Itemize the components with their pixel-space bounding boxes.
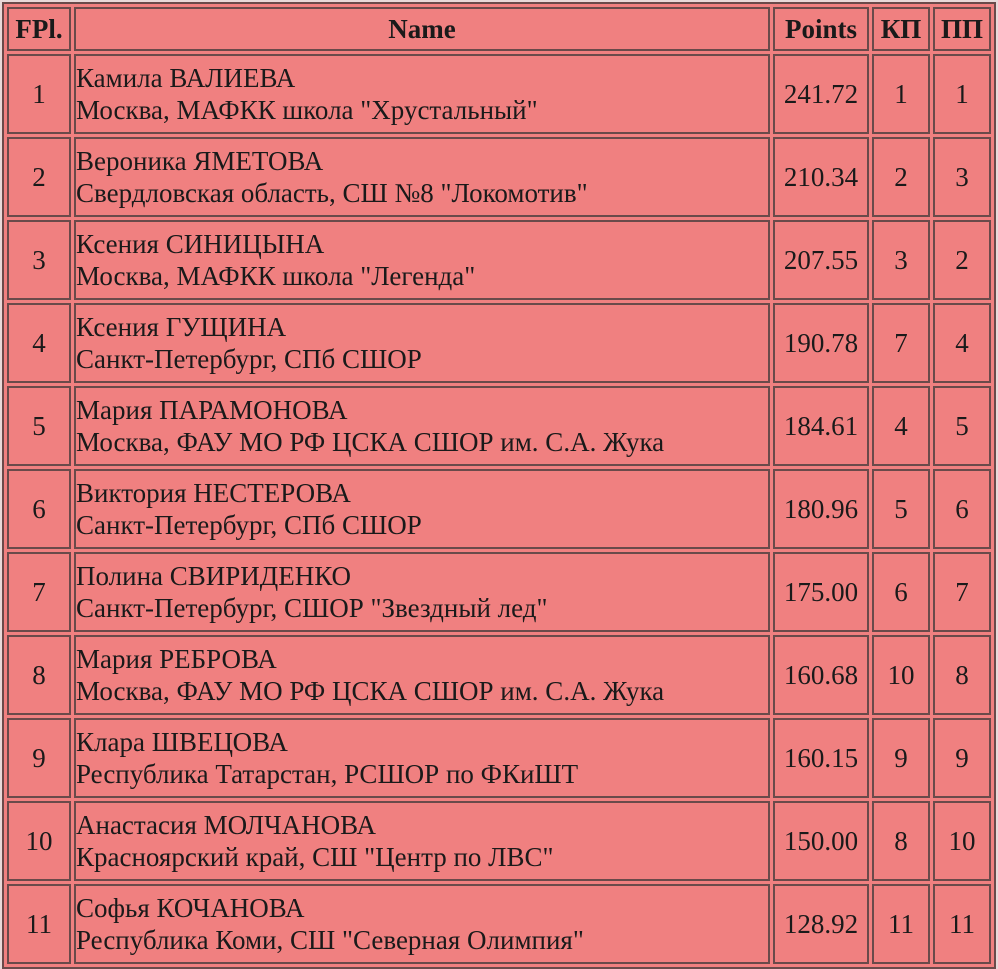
skater-club: Москва, ФАУ МО РФ ЦСКА СШОР им. С.А. Жука [76,676,665,706]
table-row [7,635,991,715]
header-kp: КП [872,7,930,51]
skater-club: Санкт-Петербург, СПб СШОР [76,510,422,540]
points-cell: 241.72 [773,54,869,134]
place-cell: 2 [7,137,71,217]
header-name: Name [74,7,770,51]
results-table-header [7,7,991,51]
skater-club: Москва, МАФКК школа "Хрустальный" [76,95,538,125]
free-program-place-cell: 9 [933,718,991,798]
header-points: Points [773,7,869,51]
short-program-place-cell: 3 [872,220,930,300]
skater-cell [74,469,770,549]
skater-name: Вероника ЯМЕТОВА [76,146,324,176]
table-row [7,552,991,632]
place-cell: 6 [7,469,71,549]
points-cell: 180.96 [773,469,869,549]
table-row [7,137,991,217]
free-program-place-cell: 1 [933,54,991,134]
points-cell: 190.78 [773,303,869,383]
short-program-place-cell: 11 [872,884,930,964]
skater-name: Мария ПАРАМОНОВА [76,395,348,425]
skater-club: Свердловская область, СШ №8 "Локомотив" [76,178,588,208]
skater-club: Санкт-Петербург, СШОР "Звездный лед" [76,593,548,623]
place-cell: 9 [7,718,71,798]
header-pp: ПП [933,7,991,51]
table-row [7,469,991,549]
table-row [7,884,991,964]
free-program-place-cell: 2 [933,220,991,300]
skater-name: Клара ШВЕЦОВА [76,727,288,757]
skater-cell [74,54,770,134]
free-program-place-cell: 5 [933,386,991,466]
place-cell: 8 [7,635,71,715]
free-program-place-cell: 4 [933,303,991,383]
skater-cell [74,884,770,964]
table-row [7,54,991,134]
header-fpl: FPl. [7,7,71,51]
skater-cell [74,137,770,217]
short-program-place-cell: 1 [872,54,930,134]
short-program-place-cell: 4 [872,386,930,466]
short-program-place-cell: 7 [872,303,930,383]
place-cell: 4 [7,303,71,383]
short-program-place-cell: 5 [872,469,930,549]
table-row [7,386,991,466]
place-cell: 7 [7,552,71,632]
table-row [7,801,991,881]
skater-cell [74,220,770,300]
skater-club: Республика Коми, СШ "Северная Олимпия" [76,925,584,955]
skater-name: Полина СВИРИДЕНКО [76,561,352,591]
points-cell: 160.15 [773,718,869,798]
skater-name: Ксения СИНИЦЫНА [76,229,325,259]
skater-club: Республика Татарстан, РСШОР по ФКиШТ [76,759,579,789]
skater-club: Москва, МАФКК школа "Легенда" [76,261,476,291]
free-program-place-cell: 3 [933,137,991,217]
table-row [7,220,991,300]
results-table [2,2,996,969]
skater-name: Софья КОЧАНОВА [76,893,305,923]
points-cell: 207.55 [773,220,869,300]
short-program-place-cell: 2 [872,137,930,217]
table-row [7,718,991,798]
place-cell: 5 [7,386,71,466]
skater-name: Ксения ГУЩИНА [76,312,287,342]
skater-club: Москва, ФАУ МО РФ ЦСКА СШОР им. С.А. Жука [76,427,665,457]
points-cell: 128.92 [773,884,869,964]
skater-cell [74,801,770,881]
place-cell: 3 [7,220,71,300]
free-program-place-cell: 6 [933,469,991,549]
place-cell: 11 [7,884,71,964]
skater-cell [74,303,770,383]
skater-name: Камила ВАЛИЕВА [76,63,296,93]
table-row [7,303,991,383]
skater-name: Виктория НЕСТЕРОВА [76,478,351,508]
free-program-place-cell: 8 [933,635,991,715]
short-program-place-cell: 9 [872,718,930,798]
points-cell: 184.61 [773,386,869,466]
header-row [7,7,991,51]
place-cell: 10 [7,801,71,881]
free-program-place-cell: 10 [933,801,991,881]
skater-cell [74,718,770,798]
points-cell: 210.34 [773,137,869,217]
short-program-place-cell: 8 [872,801,930,881]
skater-cell [74,635,770,715]
skater-name: Анастасия МОЛЧАНОВА [76,810,376,840]
short-program-place-cell: 6 [872,552,930,632]
skater-club: Санкт-Петербург, СПб СШОР [76,344,422,374]
free-program-place-cell: 11 [933,884,991,964]
skater-cell [74,552,770,632]
points-cell: 160.68 [773,635,869,715]
skater-name: Мария РЕБРОВА [76,644,277,674]
place-cell: 1 [7,54,71,134]
skater-club: Красноярский край, СШ "Центр по ЛВС" [76,842,554,872]
points-cell: 150.00 [773,801,869,881]
free-program-place-cell: 7 [933,552,991,632]
skater-cell [74,386,770,466]
results-table-body [7,54,991,964]
points-cell: 175.00 [773,552,869,632]
short-program-place-cell: 10 [872,635,930,715]
